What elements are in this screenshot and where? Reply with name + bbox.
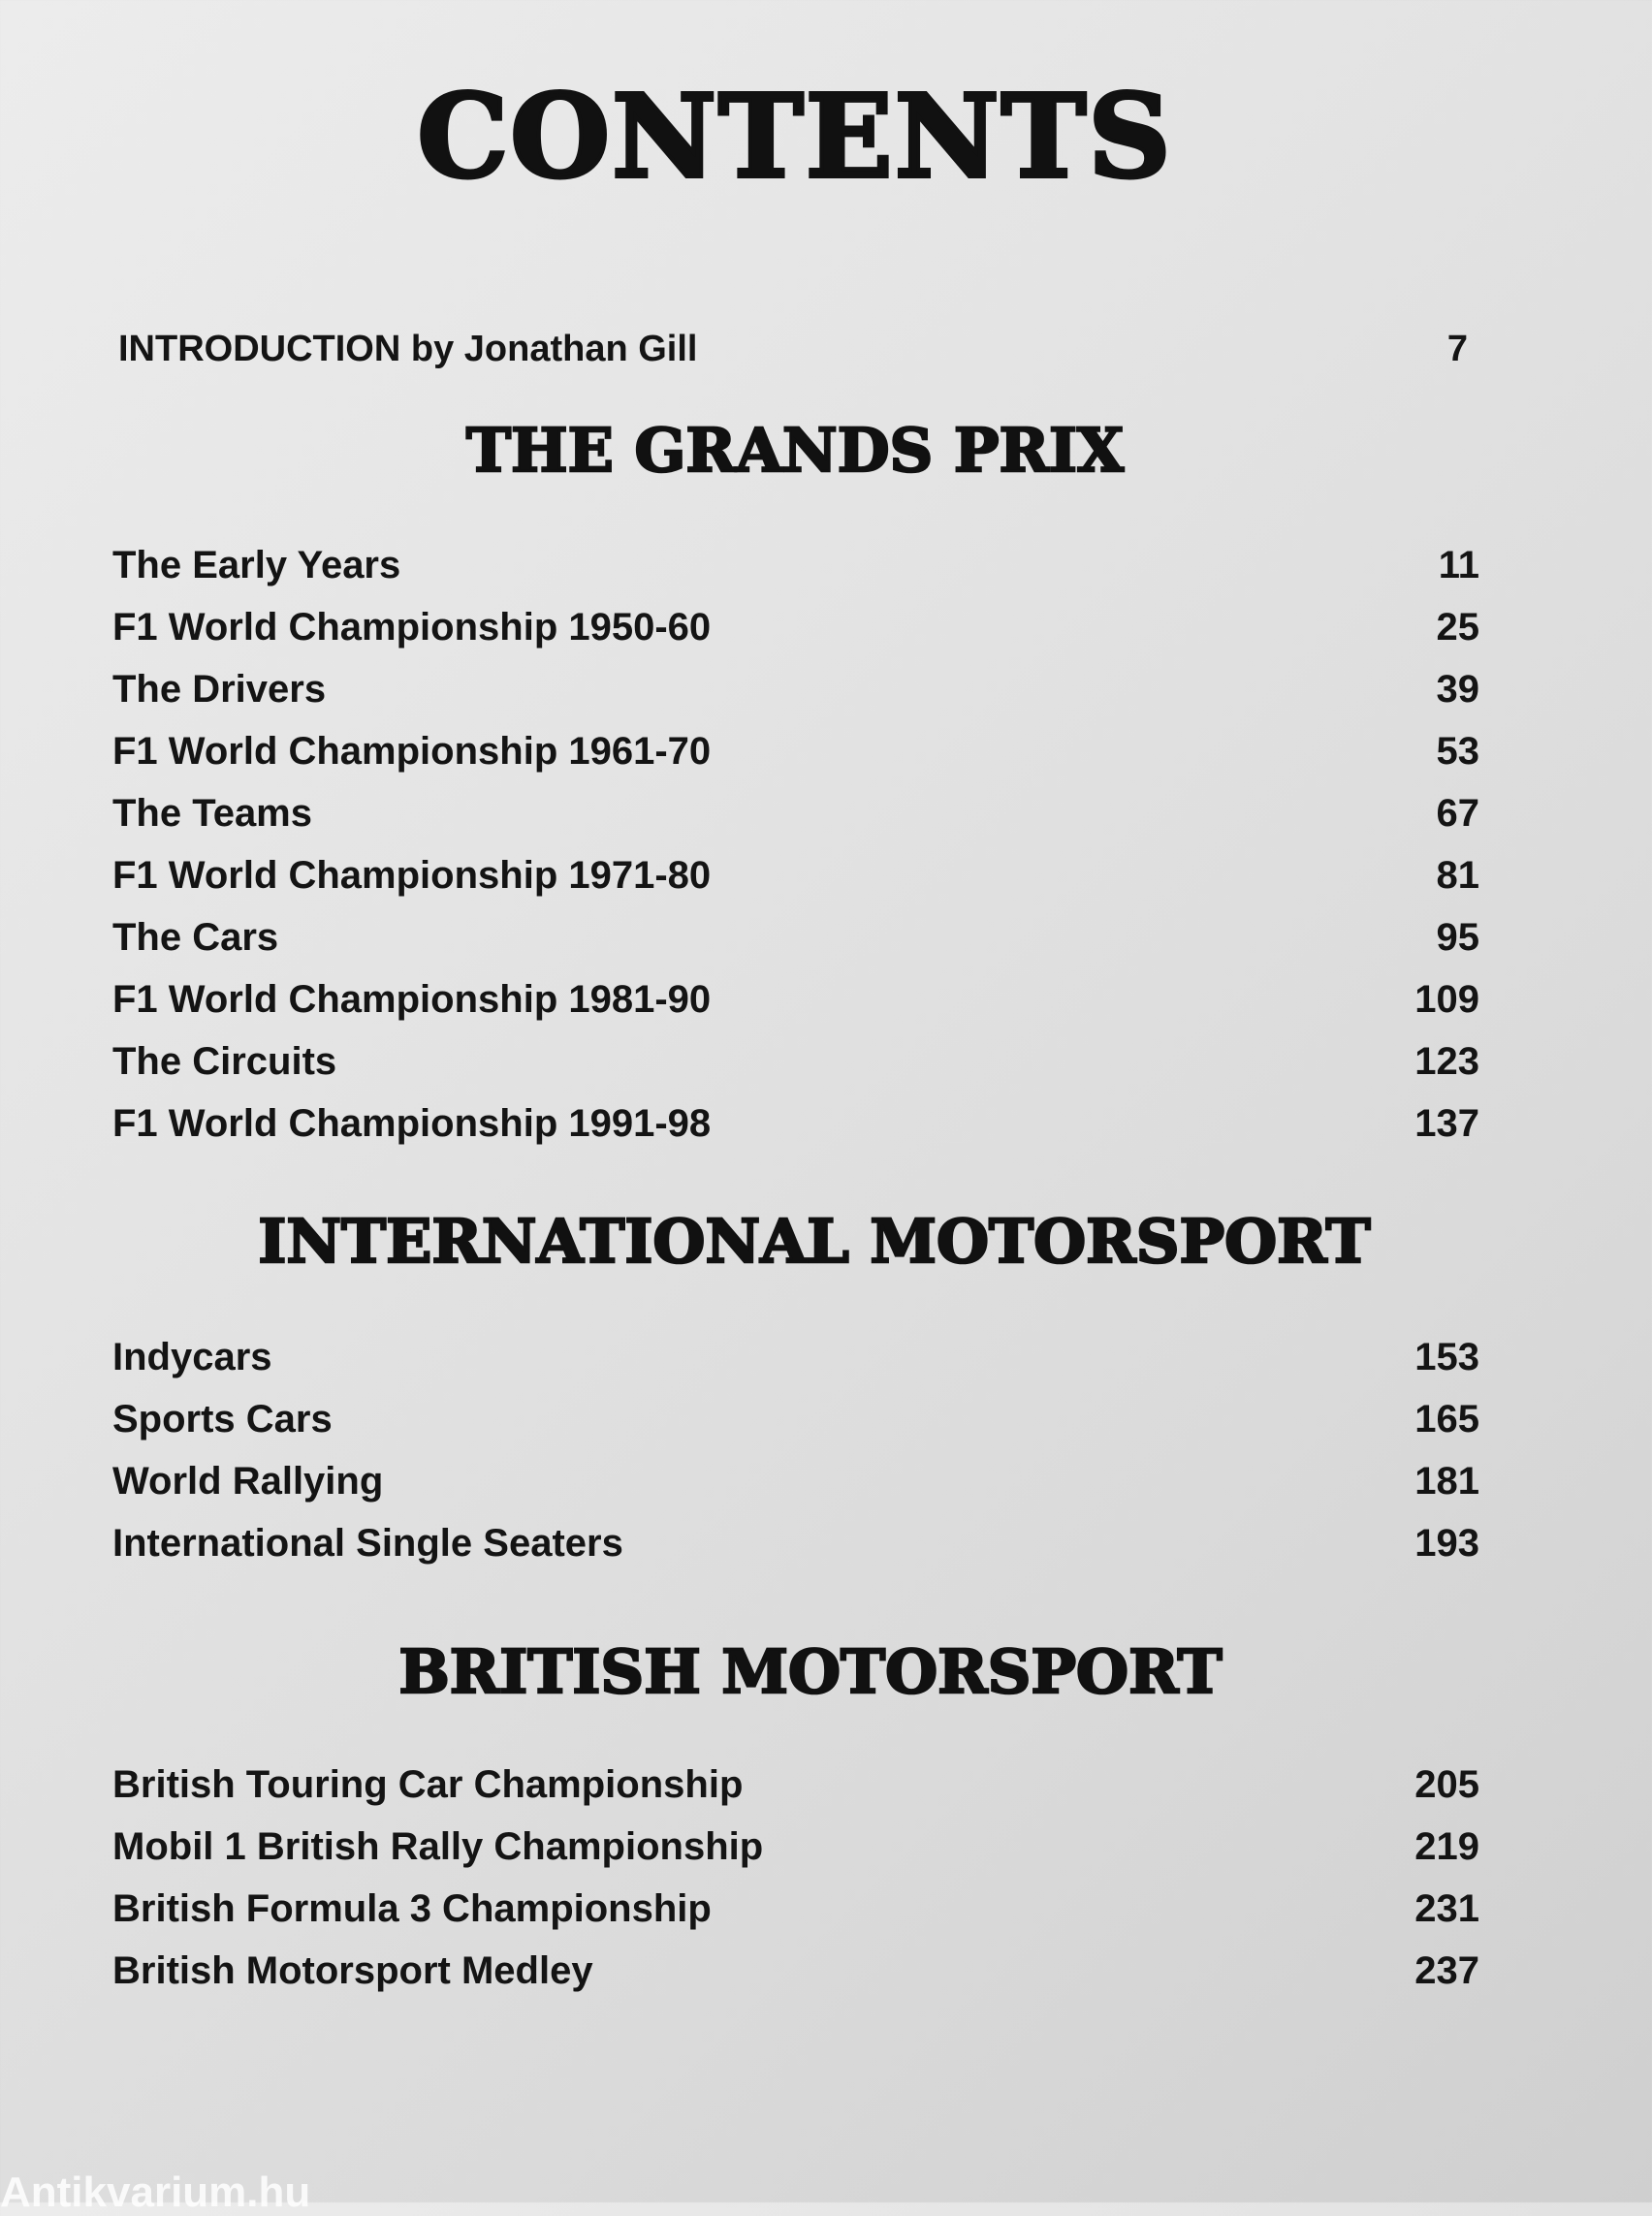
entry-page-number: 109	[1414, 978, 1479, 1021]
entry-page-number: 11	[1438, 544, 1479, 586]
toc-entry	[112, 906, 1479, 968]
entry-page-number: 205	[1414, 1763, 1479, 1806]
toc-entry	[112, 1512, 1479, 1574]
entry-label: British Touring Car Championship	[112, 1763, 744, 1806]
entry-page-number: 153	[1414, 1336, 1479, 1378]
toc-entry	[112, 1754, 1479, 1816]
toc-entry	[112, 534, 1479, 596]
entry-page-number: 53	[1436, 730, 1479, 773]
entry-page-number: 237	[1414, 1949, 1479, 1992]
page-title: CONTENTS	[417, 69, 1173, 204]
entry-page-number: 181	[1414, 1460, 1479, 1503]
section-heading-grands-prix: THE GRANDS PRIX	[465, 415, 1125, 486]
section-heading-international-motorsport: INTERNATIONAL MOTORSPORT	[258, 1206, 1371, 1277]
section-entries-international-motorsport	[112, 1326, 1479, 1574]
toc-entry	[112, 596, 1479, 658]
section-entries-british-motorsport	[112, 1754, 1479, 2002]
entry-label: Indycars	[112, 1336, 272, 1378]
entry-label: F1 World Championship 1991-98	[112, 1102, 712, 1145]
entry-label: International Single Seaters	[112, 1522, 623, 1565]
watermark: Antikvarium.hu	[0, 2169, 311, 2216]
entry-label: British Formula 3 Championship	[112, 1887, 712, 1930]
entry-page-number: 219	[1414, 1825, 1479, 1868]
toc-entry	[112, 1816, 1479, 1878]
entry-label: The Circuits	[112, 1040, 337, 1083]
entry-page-number: 231	[1414, 1887, 1479, 1930]
entry-label: The Cars	[112, 916, 279, 959]
entry-page-number: 25	[1436, 606, 1479, 649]
entry-label: The Teams	[112, 792, 312, 835]
toc-entry	[112, 1450, 1479, 1512]
toc-entry	[112, 1326, 1479, 1388]
toc-entry	[112, 1388, 1479, 1450]
entry-page-number: 81	[1436, 854, 1479, 897]
toc-entry	[112, 1940, 1479, 2002]
toc-entry	[112, 844, 1479, 906]
entry-label: F1 World Championship 1961-70	[112, 730, 712, 773]
section-heading-british-motorsport: BRITISH MOTORSPORT	[398, 1636, 1223, 1707]
toc-entry	[112, 968, 1479, 1030]
entry-label: Mobil 1 British Rally Championship	[112, 1825, 764, 1868]
entry-label: F1 World Championship 1981-90	[112, 978, 712, 1021]
entry-page-number: 39	[1436, 668, 1479, 711]
toc-entry	[112, 782, 1479, 844]
toc-entry	[112, 1878, 1479, 1940]
entry-label: F1 World Championship 1971-80	[112, 854, 712, 897]
toc-entry	[112, 658, 1479, 720]
entry-page-number: 67	[1436, 792, 1479, 835]
entry-page-number: 95	[1436, 916, 1479, 959]
entry-page-number: 193	[1414, 1522, 1479, 1565]
entry-page-number: 7	[1446, 329, 1468, 369]
entry-page-number: 137	[1414, 1102, 1479, 1145]
entry-label: World Rallying	[112, 1460, 384, 1503]
entry-label: INTRODUCTION by Jonathan Gill	[118, 329, 698, 369]
entry-label: F1 World Championship 1950-60	[112, 606, 712, 649]
entry-label: The Early Years	[112, 544, 401, 586]
toc-entry	[112, 1092, 1479, 1155]
section-entries-grands-prix	[112, 534, 1479, 1155]
entry-page-number: 165	[1414, 1398, 1479, 1440]
toc-entry	[112, 1030, 1479, 1092]
toc-entry	[112, 720, 1479, 782]
entry-label: British Motorsport Medley	[112, 1949, 593, 1992]
entry-page-number: 123	[1414, 1040, 1479, 1083]
entry-label: The Drivers	[112, 668, 327, 711]
introduction-entry	[118, 325, 1468, 373]
entry-label: Sports Cars	[112, 1398, 333, 1440]
